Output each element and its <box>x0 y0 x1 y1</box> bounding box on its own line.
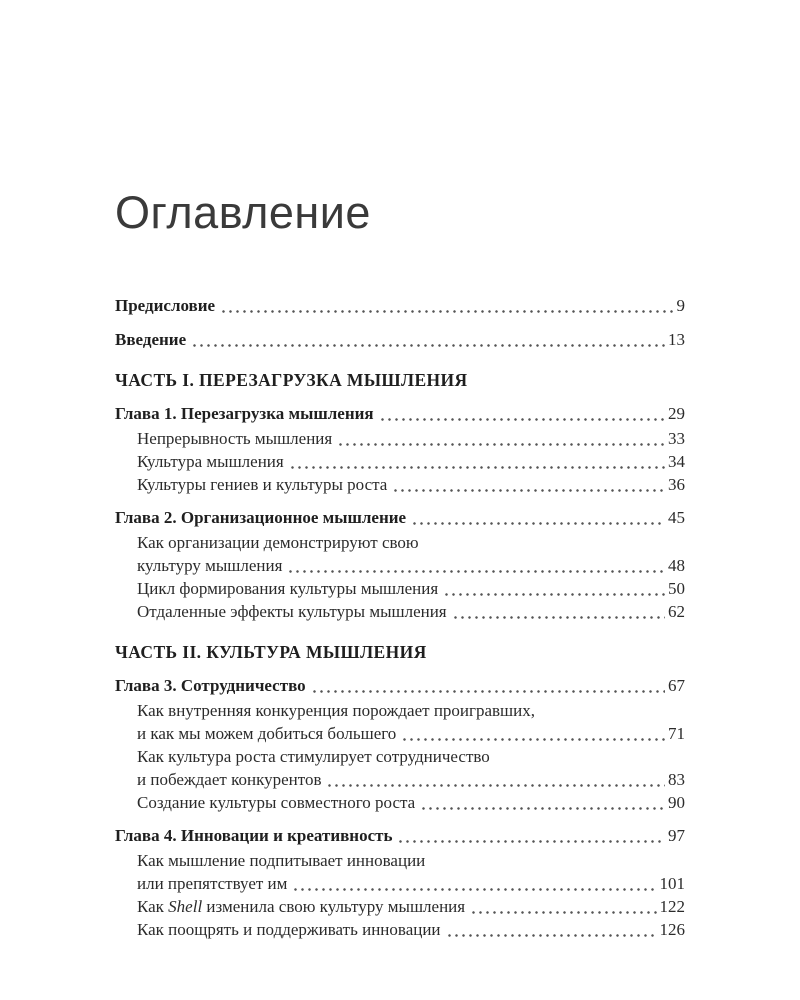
toc-entry-label: Культура мышления <box>137 451 284 471</box>
toc-entry-label: культуру мышления <box>137 555 283 575</box>
dot-leader <box>411 522 665 525</box>
toc-entry-label: Как организации демонстрируют свою <box>137 532 419 552</box>
toc-entry-label: и как мы можем добиться большего <box>137 723 397 743</box>
toc-part-heading <box>115 641 685 664</box>
toc-entry-page: 71 <box>668 723 685 743</box>
dot-leader <box>420 807 665 810</box>
toc-entry-label: или препятствует им <box>137 873 288 893</box>
dot-leader <box>326 784 665 787</box>
dot-leader <box>287 570 665 573</box>
toc-part-label: ЧАСТЬ II. КУЛЬТУРА МЫШЛЕНИЯ <box>115 641 427 662</box>
toc-entry-label: Предисловие <box>115 295 216 315</box>
toc-entry-label: и побеждает конкурентов <box>137 769 322 789</box>
toc-entry-page: 9 <box>676 295 685 315</box>
toc-sub-entry-line <box>115 745 685 768</box>
toc-entry-label: Цикл формирования культуры мышления <box>137 578 439 598</box>
dot-leader <box>392 489 665 492</box>
toc-entry-label: Как мышление подпитывает инновации <box>137 850 426 870</box>
dot-leader <box>379 418 665 421</box>
toc-entry-label: Как внутренняя конкуренция порождает проигравших, <box>137 700 535 720</box>
toc-entry-label <box>137 895 465 918</box>
toc-chapter-entry <box>115 402 685 425</box>
toc-entry-label: Непрерывность мышления <box>137 428 333 448</box>
table-of-contents <box>115 294 685 941</box>
dot-leader <box>401 738 665 741</box>
toc-sub-entry <box>115 895 685 918</box>
toc-entry <box>115 294 685 317</box>
toc-entry-label: Отдаленные эффекты культуры мышления <box>137 601 447 621</box>
toc-sub-entry-line <box>115 554 685 577</box>
toc-entry-label-italic: Shell <box>168 896 203 916</box>
dot-leader <box>292 888 656 891</box>
toc-chapter-entry <box>115 824 685 847</box>
dot-leader <box>443 593 665 596</box>
toc-part-label: ЧАСТЬ I. ПЕРЕЗАГРУЗКА МЫШЛЕНИЯ <box>115 369 468 390</box>
toc-sub-entry <box>115 918 685 941</box>
toc-sub-entry <box>115 791 685 814</box>
toc-entry-page: 62 <box>668 601 685 621</box>
toc-sub-entry-line <box>115 699 685 722</box>
toc-entry-page: 45 <box>668 507 685 527</box>
toc-entry-page: 101 <box>659 873 685 893</box>
dot-leader <box>311 690 665 693</box>
toc-chapter-entry <box>115 506 685 529</box>
toc-entry-page: 126 <box>659 919 685 939</box>
toc-entry <box>115 328 685 351</box>
toc-entry-label: Глава 3. Сотрудничество <box>115 675 306 695</box>
toc-entry-page: 83 <box>668 769 685 789</box>
toc-sub-entry <box>115 450 685 473</box>
dot-leader <box>470 911 656 914</box>
toc-entry-label: Введение <box>115 329 187 349</box>
toc-entry-page: 50 <box>668 578 685 598</box>
toc-entry-label-pre: Как <box>137 896 169 916</box>
toc-entry-page: 90 <box>668 792 685 812</box>
toc-sub-entry-line <box>115 849 685 872</box>
toc-entry-label: Создание культуры совместного роста <box>137 792 416 812</box>
toc-sub-entry-multiline <box>115 849 685 895</box>
toc-entry-page: 36 <box>668 474 685 494</box>
dot-leader <box>191 344 665 347</box>
dot-leader <box>289 466 665 469</box>
toc-entry-page: 33 <box>668 428 685 448</box>
toc-entry-label: Как поощрять и поддерживать инновации <box>137 919 441 939</box>
toc-entry-page: 29 <box>668 403 685 423</box>
dot-leader <box>220 310 673 313</box>
toc-entry-label: Глава 2. Организационное мышление <box>115 507 407 527</box>
toc-entry-label: Как культура роста стимулирует сотрудничество <box>137 746 490 766</box>
toc-sub-entry-line <box>115 768 685 791</box>
toc-chapter-entry <box>115 674 685 697</box>
toc-entry-page: 34 <box>668 451 685 471</box>
toc-entry-page: 97 <box>668 825 685 845</box>
dot-leader <box>446 934 657 937</box>
dot-leader <box>397 840 665 843</box>
dot-leader <box>452 616 665 619</box>
dot-leader <box>337 443 665 446</box>
toc-sub-entry-multiline <box>115 531 685 577</box>
toc-part-heading <box>115 369 685 392</box>
toc-entry-page: 67 <box>668 675 685 695</box>
toc-sub-entry-multiline <box>115 699 685 745</box>
toc-entry-label: Глава 1. Перезагрузка мышления <box>115 403 374 423</box>
page-title: Оглавление <box>115 187 371 238</box>
toc-sub-entry <box>115 473 685 496</box>
toc-entry-label-post: изменила свою культуру мышления <box>202 896 466 916</box>
toc-sub-entry <box>115 427 685 450</box>
toc-sub-entry-line <box>115 722 685 745</box>
toc-sub-entry <box>115 600 685 623</box>
toc-entry-label: Глава 4. Инновации и креативность <box>115 825 393 845</box>
toc-entry-label: Культуры гениев и культуры роста <box>137 474 388 494</box>
toc-entry-page: 122 <box>659 896 685 916</box>
toc-sub-entry-line <box>115 531 685 554</box>
toc-sub-entry-multiline <box>115 745 685 791</box>
toc-entry-page: 13 <box>668 329 685 349</box>
toc-sub-entry-line <box>115 872 685 895</box>
toc-sub-entry <box>115 577 685 600</box>
toc-entry-page: 48 <box>668 555 685 575</box>
